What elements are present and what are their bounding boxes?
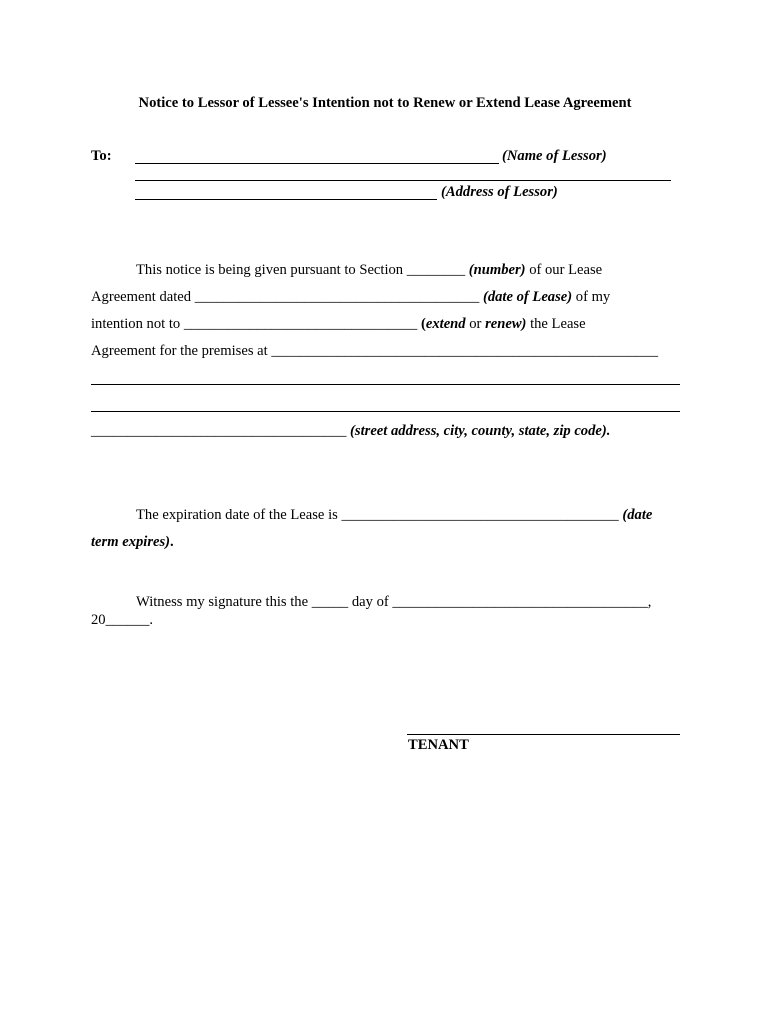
signature-line <box>407 734 680 735</box>
paragraph-1-line-7: ___________________________________ (street address, city, county, state, zip code). <box>91 423 611 439</box>
document-title: Notice to Lessor of Lessee's Intention not to Renew or Extend Lease Agreement <box>138 95 632 111</box>
lessor-address-line-2 <box>135 199 437 200</box>
lessor-address-line-1 <box>135 180 671 181</box>
premises-line-6 <box>91 411 680 412</box>
name-of-lessor-hint: (Name of Lessor) <box>502 148 607 164</box>
lessor-name-line <box>135 163 499 164</box>
paragraph-1-line-4: Agreement for the premises at _____________________________________________________ <box>91 343 659 359</box>
paragraph-2-line-1: The expiration date of the Lease is ______________________________________ (date <box>136 507 653 523</box>
paragraph-1-line-1: This notice is being given pursuant to Section ________ (number) of our Lease <box>136 262 603 278</box>
paragraph-1-line-2: Agreement dated _______________________________________ (date of Lease) of my <box>91 289 611 305</box>
paragraph-3-line-1: Witness my signature this the _____ day of ___________________________________, <box>136 594 652 610</box>
paragraph-2-line-2: term expires). <box>91 534 174 550</box>
paragraph-3-line-2: 20______. <box>91 612 154 628</box>
address-of-lessor-hint: (Address of Lessor) <box>441 184 558 200</box>
paragraph-1-line-3: intention not to ________________________________ (extend or renew) the Lease <box>91 316 586 332</box>
to-label: To: <box>91 148 112 164</box>
premises-line-5 <box>91 384 680 385</box>
signature-label: TENANT <box>408 737 469 753</box>
